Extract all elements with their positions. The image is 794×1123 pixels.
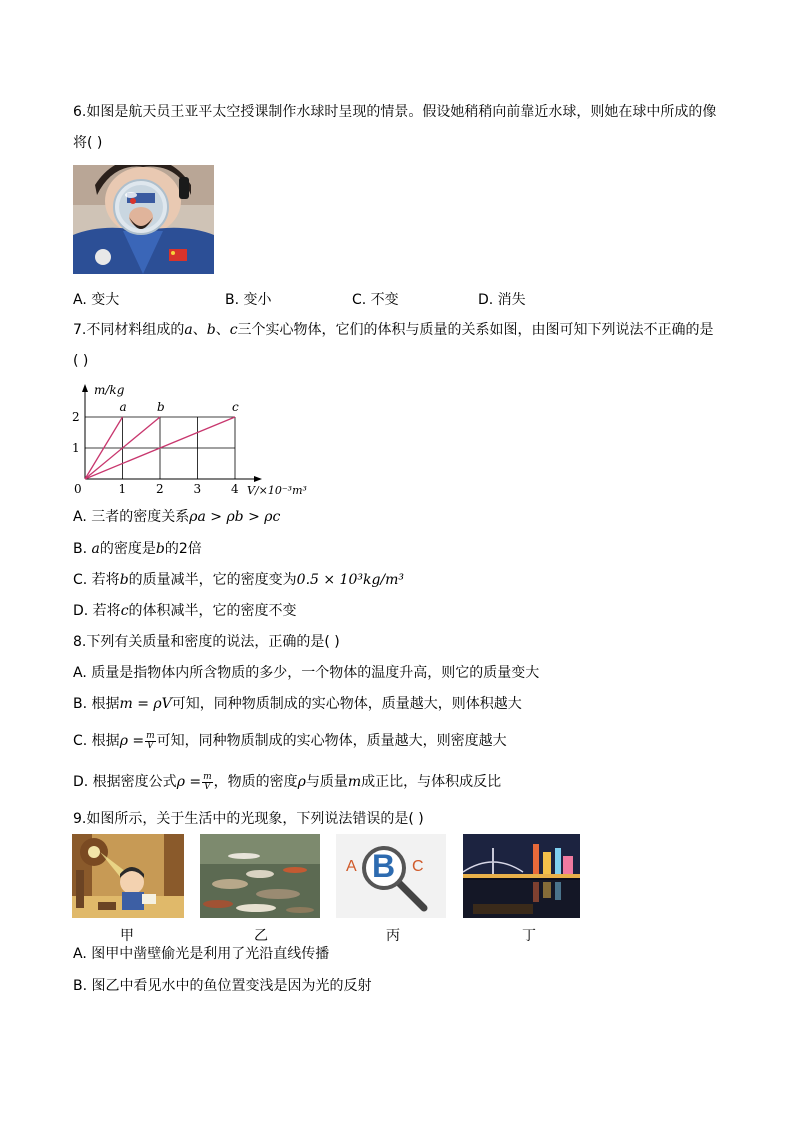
q9-option-a[interactable]: A. 图甲中凿壁偷光是利用了光沿直线传播: [73, 946, 330, 962]
q9-option-b[interactable]: B. 图乙中看见水中的鱼位置变浅是因为光的反射: [73, 978, 372, 994]
letter-a: A: [346, 858, 357, 875]
q8-option-c[interactable]: C. 根据ρ = $\frac{m}{V}$ 可知，同种物质制成的实心物体，质量越大，则密度越大: [73, 730, 507, 751]
q8-option-a[interactable]: A. 质量是指物体内所含物质的多少，一个物体的温度升高，则它的质量变大: [73, 665, 540, 681]
q7-option-a[interactable]: A. 三者的密度关系ρa > ρb > ρc: [73, 509, 281, 525]
letter-b: B: [372, 848, 396, 884]
formula-m-rho-v: m = ρV: [119, 696, 172, 712]
x-axis-label: V/×10⁻³m³: [247, 484, 307, 497]
x-tick-label: 1: [118, 482, 127, 496]
density-relation: ρa > ρb > ρc: [189, 509, 281, 525]
q6-option-a[interactable]: A. 变大: [73, 292, 120, 308]
y-axis-label: m/kg: [94, 383, 125, 397]
x-tick-label: 0: [74, 482, 82, 496]
q6-stem-line1: 6.如图是航天员王亚平太空授课制作水球时呈现的情景。假设她稍稍向前靠近水球，则她在球中所成的像: [73, 104, 717, 120]
chart-tick-labels: [72, 410, 239, 496]
q9-stem: 9.如图所示，关于生活中的光现象，下列说法错误的是( ): [73, 811, 424, 827]
density-value: 0.5 × 10³kg/m³: [296, 572, 405, 588]
y-tick-label: 1: [72, 441, 80, 455]
caption-bing: 丙: [386, 928, 400, 944]
series-label-a: a: [119, 400, 127, 414]
letter-c: C: [412, 858, 424, 875]
q9-image-jia-boy-reading: [72, 834, 184, 918]
q7-option-d[interactable]: D. 若将c的体积减半，它的密度不变: [73, 603, 297, 619]
x-tick-label: 3: [193, 482, 202, 496]
var-c: c: [229, 322, 238, 338]
q6-options: [73, 289, 713, 309]
q7-option-b[interactable]: B. a的密度是b的2倍: [73, 541, 202, 557]
q8-stem: 8.下列有关质量和密度的说法，正确的是( ): [73, 634, 340, 650]
var-a: a: [184, 322, 193, 338]
y-tick-label: 2: [72, 410, 80, 424]
caption-jia: 甲: [120, 928, 134, 944]
caption-yi: 乙: [254, 928, 268, 944]
q8-option-d[interactable]: D. 根据密度公式ρ = $\frac{m}{V}$ ，物质的密度ρ与质量m成正比，与体积成反比: [73, 771, 502, 792]
y-axis-arrow: [82, 384, 88, 392]
x-tick-label: 4: [231, 482, 239, 496]
q6-astronaut-water-ball-photo: [73, 165, 214, 274]
q6-option-c[interactable]: C. 不变: [352, 292, 399, 308]
fraction-m-over-v: $\frac{m}{V}$: [146, 730, 155, 751]
q9-image-ding-night-reflection: [463, 834, 580, 918]
mass-volume-chart: [72, 380, 312, 500]
q7-stem-line1: 7.不同材料组成的a、b、c三个实心物体，它们的体积与质量的关系如图，由图可知下列说法不正确的是: [73, 322, 714, 338]
q8-option-b[interactable]: B. 根据m = ρV可知，同种物质制成的实心物体，质量越大，则体积越大: [73, 696, 522, 712]
q6-option-d[interactable]: D. 消失: [478, 292, 526, 308]
series-label-b: b: [157, 400, 165, 414]
q6-option-b[interactable]: B. 变小: [225, 292, 272, 308]
x-tick-label: 2: [156, 482, 164, 496]
series-label-c: c: [232, 400, 239, 414]
fraction-m-over-v: $\frac{m}{V}$: [203, 771, 212, 792]
q9-image-yi-fish-in-water: [200, 834, 320, 918]
q6-stem-line2: 将( ): [73, 135, 103, 151]
q7-stem-line2: ( ): [73, 353, 89, 369]
q7-option-c[interactable]: C. 若将b的质量减半，它的密度变为0.5 × 10³kg/m³: [73, 572, 405, 588]
chart-series: [85, 400, 239, 479]
x-axis-arrow: [254, 476, 262, 482]
var-b: b: [206, 322, 216, 338]
caption-ding: 丁: [522, 928, 536, 944]
q9-image-bing-magnifier: [336, 834, 446, 918]
